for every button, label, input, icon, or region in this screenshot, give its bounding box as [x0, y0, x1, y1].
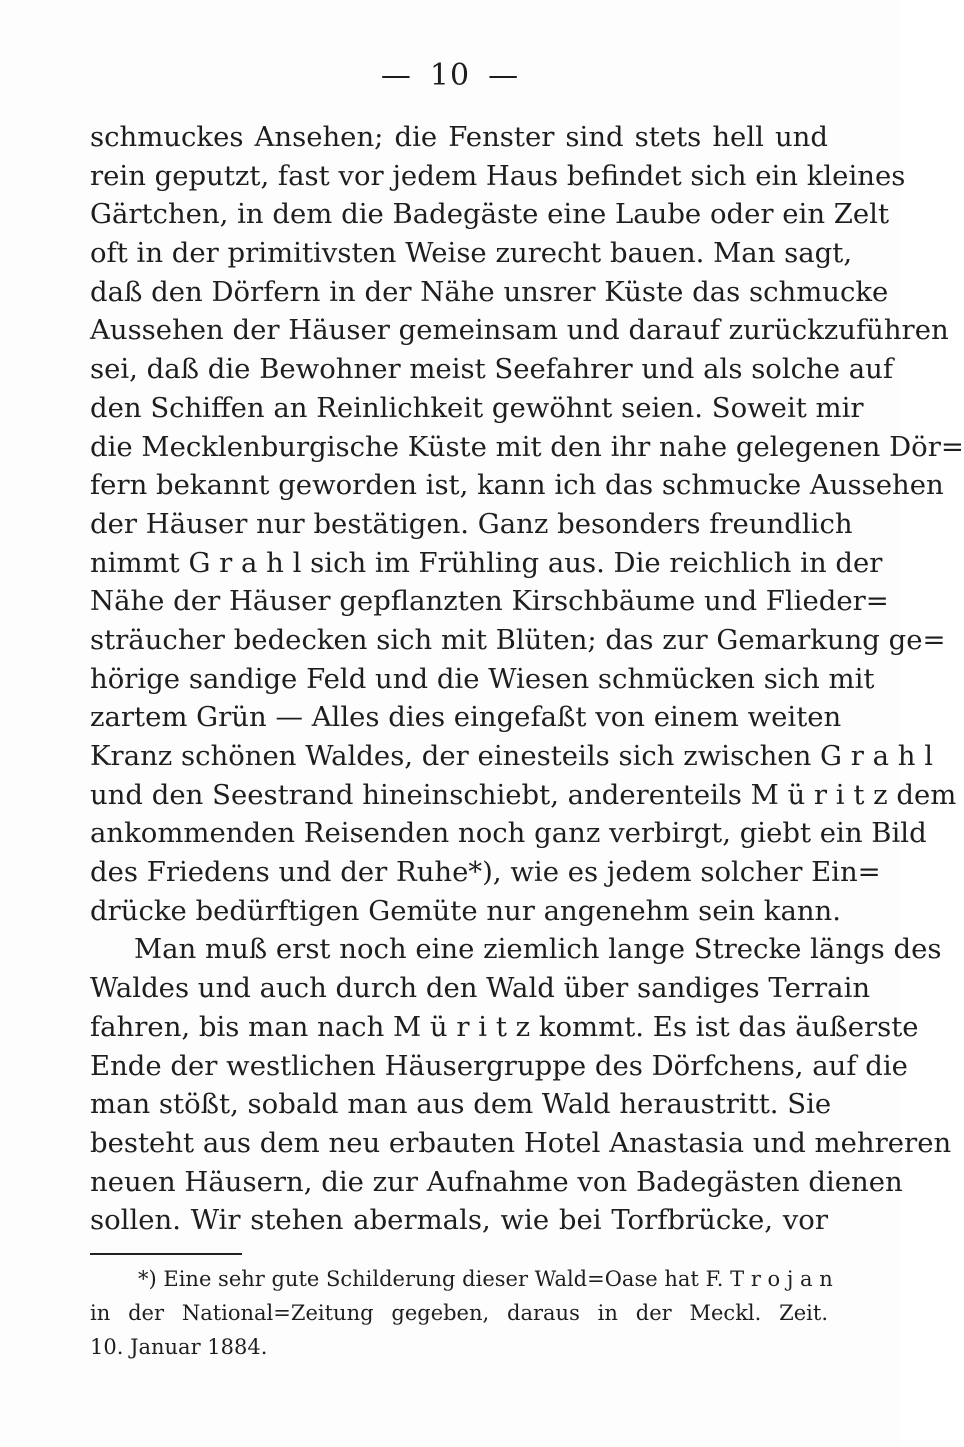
body-text: [90, 118, 964, 1240]
text-line: Nähe der Häuser gepflanzten Kirschbäume und Flieder=: [90, 585, 889, 618]
header-dash-right: —: [488, 58, 520, 93]
text-line: sollen. Wir stehen abermals, wie bei Torfbrücke, vor: [90, 1204, 828, 1237]
text-line: Ende der westlichen Häusergruppe des Dörfchens, auf die: [90, 1049, 908, 1082]
footnote-line: 10. Januar 1884.: [90, 1335, 268, 1359]
text-line: nimmt G r a h l sich im Frühling aus. Die reichlich in der: [90, 546, 883, 579]
text-line: oft in der primitivsten Weise zurecht bauen. Man sagt,: [90, 237, 853, 270]
text-line: den Schiffen an Reinlichkeit gewöhnt seien. Soweit mir: [90, 391, 864, 424]
page-number: 10: [429, 58, 471, 93]
text-line: man stößt, sobald man aus dem Wald heraustritt. Sie: [90, 1088, 832, 1121]
footnote-divider: [90, 1253, 242, 1255]
text-line: Gärtchen, in dem die Badegäste eine Laube oder ein Zelt: [90, 198, 890, 231]
text-line: zartem Grün — Alles dies eingefaßt von einem weiten: [90, 701, 842, 734]
page-header: [0, 58, 900, 93]
text-line: der Häuser nur bestätigen. Ganz besonders freundlich: [90, 507, 853, 540]
text-line: rein geputzt, fast vor jedem Haus befindet sich ein kleines: [90, 159, 906, 192]
text-line: ankommenden Reisenden noch ganz verbirgt, giebt ein Bild: [90, 817, 927, 850]
text-line: Waldes und auch durch den Wald über sandiges Terrain: [90, 972, 871, 1005]
text-line: neuen Häusern, die zur Aufnahme von Badegästen dienen: [90, 1165, 903, 1198]
text-line: sei, daß die Bewohner meist Seefahrer und als solche auf: [90, 353, 894, 386]
text-line: Kranz schönen Waldes, der einesteils sich zwischen G r a h l: [90, 740, 934, 772]
text-line: schmuckes Ansehen; die Fenster sind stets hell und: [90, 121, 828, 153]
text-line: sträucher bedecken sich mit Blüten; das zur Gemarkung ge=: [90, 623, 946, 656]
text-line: und den Seestrand hineinschiebt, anderenteils M ü r i t z dem: [90, 778, 957, 811]
text-line: daß den Dörfern in der Nähe unsrer Küste das schmucke: [90, 275, 889, 308]
text-line: fern bekannt geworden ist, kann ich das schmucke Aussehen: [90, 469, 944, 502]
footnote-line: *) Eine sehr gute Schilderung dieser Wald=Oase hat F. T r o j a n: [138, 1267, 833, 1291]
header-dash-left: —: [380, 58, 412, 93]
footnote: [90, 1262, 833, 1364]
text-line: besteht aus dem neu erbauten Hotel Anastasia und mehreren: [90, 1126, 952, 1159]
text-line-paragraph-end: drücke bedürftigen Gemüte nur angenehm sein kann.: [90, 894, 841, 927]
footnote-line: in der National=Zeitung gegeben, daraus in der Meckl. Zeit.: [90, 1301, 828, 1325]
text-line: die Mecklenburgische Küste mit den ihr nahe gelegenen Dör=: [90, 430, 964, 463]
text-line-paragraph-start: Man muß erst noch eine ziemlich lange Strecke längs des: [134, 933, 942, 966]
text-line: fahren, bis man nach M ü r i t z kommt. Es ist das äußerste: [90, 1010, 919, 1043]
text-line: Aussehen der Häuser gemeinsam und darauf zurückzuführen: [90, 314, 949, 347]
text-line: des Friedens und der Ruhe*), wie es jedem solcher Ein=: [90, 856, 881, 889]
text-line: hörige sandige Feld und die Wiesen schmücken sich mit: [90, 662, 875, 695]
